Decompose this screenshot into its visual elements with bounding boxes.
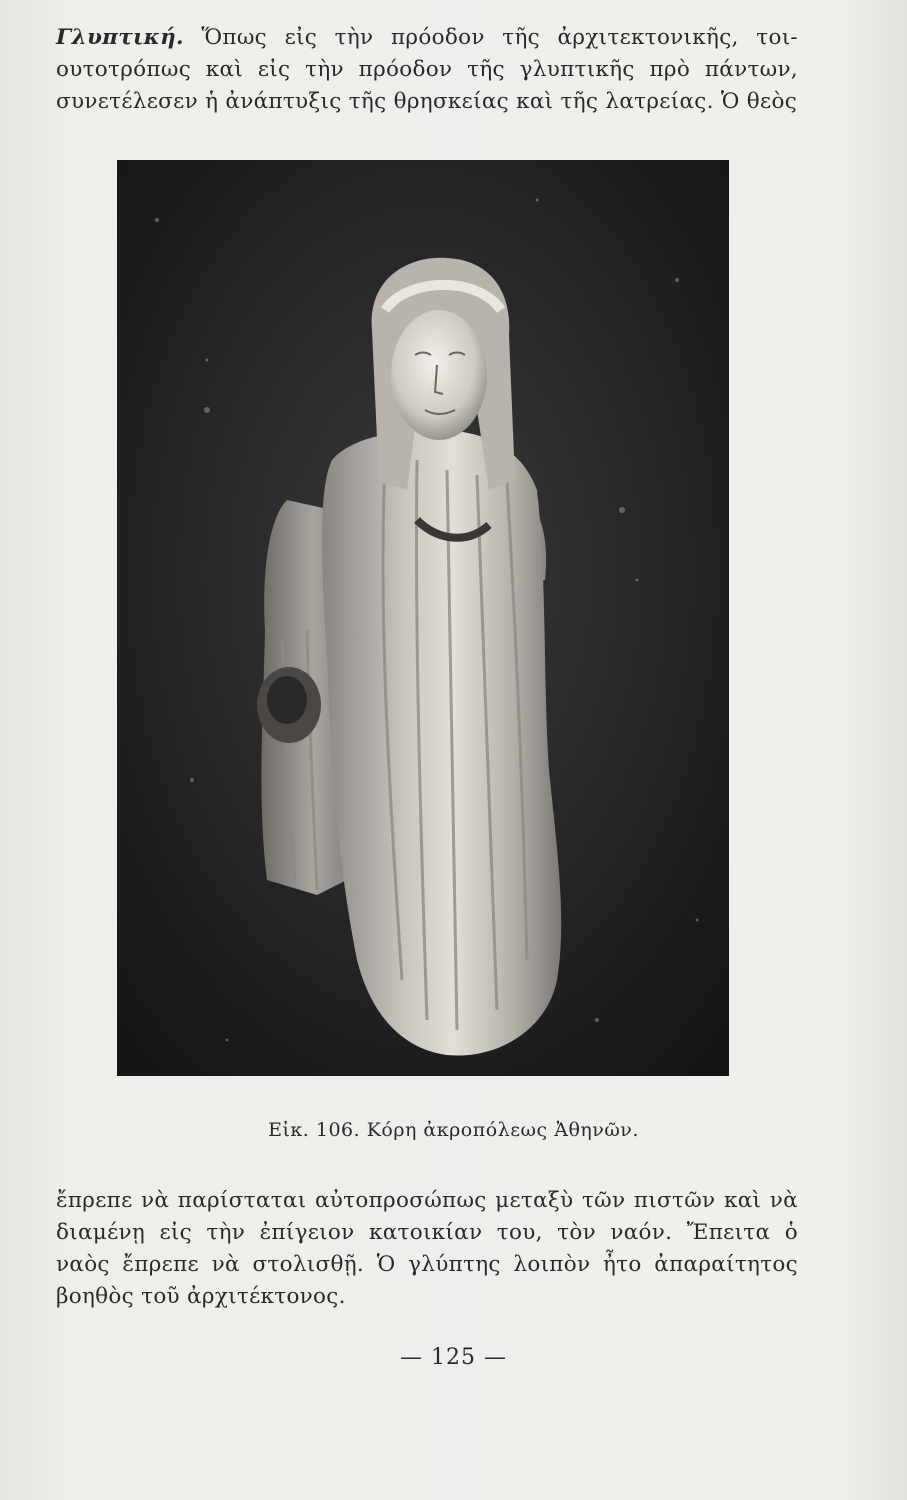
top-paragraph [56, 22, 798, 118]
text-line-1 [56, 22, 798, 54]
statue-photograph [117, 160, 729, 1076]
text-line-7: βοηθὸς τοῦ ἀρχιτέκτονος. [56, 1284, 346, 1309]
page-number: — 125 — [400, 1345, 507, 1370]
text-line-4: ἔπρεπε νὰ παρίσταται αὐτοπροσώπως μεταξὺ τῶν πιστῶν καὶ νὰ [56, 1188, 798, 1213]
text-line-3: συνετέλεσεν ἡ ἀνάπτυξις τῆς θρησκείας καὶ τῆς λατρείας. Ὁ θεὸς [56, 89, 798, 114]
text-line-5: διαμένῃ εἰς τὴν ἐπίγειον κατοικίαν του, τὸν ναόν. Ἔπειτα ὁ [56, 1220, 798, 1245]
figure-caption: Εἰκ. 106. Κόρη ἀκροπόλεως Ἀθηνῶν. [268, 1119, 639, 1141]
kore-statue-image [117, 160, 729, 1076]
text-line-1-body: Ὅπως εἰς τὴν πρόοδον τῆς ἀρχιτεκτονικῆς, τοι- [201, 25, 798, 50]
text-line-2: ουτοτρόπως καὶ εἰς τὴν πρόοδον τῆς γλυπτικῆς πρὸ πάντων, [56, 57, 798, 82]
text-line-6: ναὸς ἔπρεπε νὰ στολισθῇ. Ὁ γλύπτης λοιπὸν ἦτο ἀπαραίτητος [56, 1252, 798, 1277]
section-heading: Γλυπτική. [56, 25, 184, 50]
bottom-paragraph [56, 1185, 798, 1313]
